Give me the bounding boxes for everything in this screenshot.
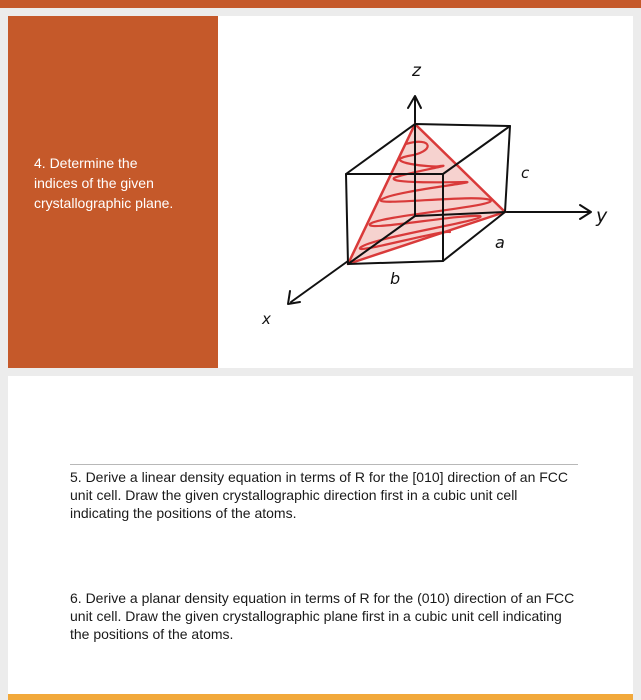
x-axis — [291, 261, 348, 302]
question-4-text: 4. Determine the indices of the given crystallographic plane. — [34, 155, 174, 211]
y-label: y — [596, 205, 608, 227]
slide-questions-5-6 — [8, 376, 633, 694]
slide-question-4 — [8, 16, 633, 368]
x-label: x — [262, 310, 271, 328]
b-label: b — [390, 269, 401, 288]
top-accent-bar — [0, 0, 641, 8]
question-5-text: 5. Derive a linear density equation in terms of R for the [010] direction of an FCC unit cell. Draw the given crystallographic direction first in a cubic unit cell indicating the positions of the atoms. — [70, 469, 569, 521]
bottom-accent-bar — [8, 694, 633, 700]
c-label: c — [521, 164, 530, 182]
divider-line — [70, 464, 578, 465]
question-panel — [8, 16, 218, 368]
cube-edge-top-right — [443, 126, 510, 174]
a-label: a — [495, 233, 505, 252]
question-6-text: 6. Derive a planar density equation in terms of R for the (010) direction of an FCC unit cell. Draw the given crystallographic plane first in a cubic unit cell indicating the positions of the atoms. — [70, 590, 575, 642]
z-label: z — [412, 61, 421, 81]
crystal-plane-diagram — [218, 16, 633, 368]
